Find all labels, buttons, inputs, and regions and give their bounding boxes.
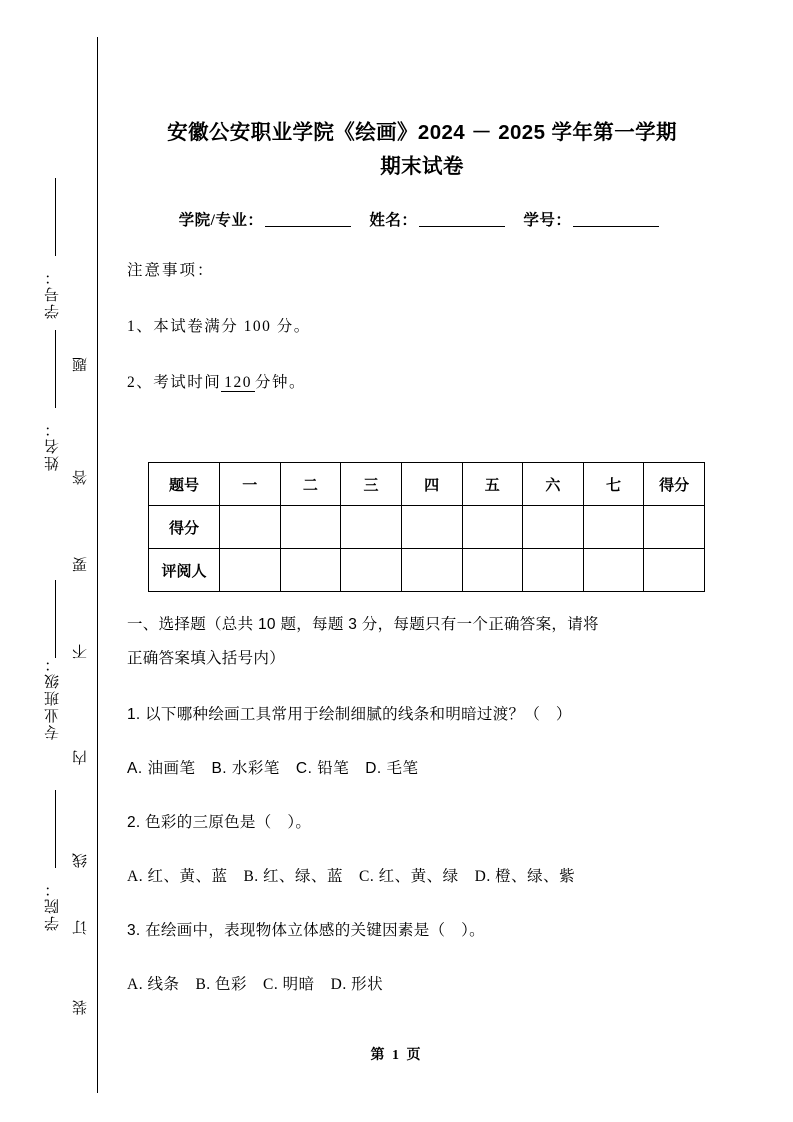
section-heading-line-1: 一、选择题（总共 10 题，每题 3 分，每题只有一个正确答案，请将 <box>127 616 599 633</box>
exam-duration-value: 120 <box>221 374 255 392</box>
reviewer-cell[interactable] <box>583 549 644 592</box>
notice-item-1: 1、本试卷满分 100 分。 <box>127 318 311 335</box>
sidebar-rule-4 <box>55 790 56 868</box>
sidebar-field-student-id: 学号： <box>45 268 61 319</box>
score-cell[interactable] <box>644 506 705 549</box>
binding-edge-rule <box>97 37 98 1093</box>
score-table-col-6: 六 <box>523 463 584 506</box>
notice-item-2 <box>127 370 717 392</box>
questions-area <box>127 608 709 1000</box>
reviewer-cell[interactable] <box>341 549 402 592</box>
table-row <box>149 549 705 592</box>
score-table-col-4: 四 <box>401 463 462 506</box>
question-3-options: A. 线条 B. 色彩 C. 明暗 D. 形状 <box>127 976 384 993</box>
identity-name-label: 姓名： <box>369 212 418 229</box>
notice-item-2-suffix: 分钟。 <box>255 374 307 391</box>
section-heading-line-2: 正确答案填入括号内） <box>127 650 286 667</box>
page-title-line-1: 安徽公安职业学院《绘画》2024 － 2025 学年第一学期 <box>167 121 677 144</box>
sidebar-rule-2 <box>55 330 56 408</box>
score-table-col-8: 得分 <box>644 463 705 506</box>
score-table-col-0: 题号 <box>149 463 220 506</box>
reviewer-cell[interactable] <box>280 549 341 592</box>
page-footer: 第 1 页 <box>370 1048 423 1063</box>
score-cell[interactable] <box>462 506 523 549</box>
notice-item-2-prefix: 2、考试时间 <box>127 374 222 391</box>
seal-char-0: 题 <box>73 357 89 372</box>
reviewer-cell[interactable] <box>401 549 462 592</box>
section-heading-1 <box>127 608 709 676</box>
sidebar-field-department: 学院： <box>45 880 61 931</box>
table-row <box>149 506 705 549</box>
identity-department-label: 学院/专业： <box>178 212 264 229</box>
seal-char-4: 内 <box>73 750 89 765</box>
identity-name-blank[interactable] <box>419 226 505 227</box>
sidebar-field-name: 姓名： <box>45 420 61 471</box>
score-cell[interactable] <box>220 506 281 549</box>
score-cell[interactable] <box>401 506 462 549</box>
identity-department <box>179 212 358 229</box>
score-table-col-1: 一 <box>220 463 281 506</box>
seal-char-7: 装 <box>73 1000 89 1015</box>
seal-char-6: 订 <box>73 920 89 935</box>
reviewer-cell[interactable] <box>462 549 523 592</box>
question-1-options: A. 油画笔 B. 水彩笔 C. 铅笔 D. 毛笔 <box>127 760 419 777</box>
question-2-options: A. 红、黄、蓝 B. 红、绿、蓝 C. 红、黄、绿 D. 橙、绿、紫 <box>127 868 576 885</box>
sidebar-rule-3 <box>55 580 56 658</box>
identity-student-id-label: 学号： <box>523 212 572 229</box>
score-row-label-0: 得分 <box>149 506 220 549</box>
paper-header <box>127 0 717 392</box>
score-cell[interactable] <box>280 506 341 549</box>
notice-heading: 注意事项： <box>127 262 215 279</box>
identity-student-id <box>523 212 665 229</box>
seal-char-2: 要 <box>73 557 89 572</box>
score-table-col-5: 五 <box>462 463 523 506</box>
reviewer-cell[interactable] <box>523 549 584 592</box>
question-3-stem: 3. 在绘画中，表现物体立体感的关键因素是（ ）。 <box>127 922 485 939</box>
score-table <box>148 462 705 592</box>
page-title <box>127 0 717 184</box>
identity-name <box>369 212 511 229</box>
seal-char-5: 线 <box>73 853 89 868</box>
identity-department-blank[interactable] <box>265 226 351 227</box>
identity-line <box>127 208 717 230</box>
seal-char-1: 答 <box>73 470 89 485</box>
score-table-col-7: 七 <box>583 463 644 506</box>
question-1-stem: 1. 以下哪种绘画工具常用于绘制细腻的线条和明暗过渡？（ ） <box>127 706 572 723</box>
score-cell[interactable] <box>583 506 644 549</box>
seal-char-3: 不 <box>73 644 89 659</box>
score-table-col-3: 三 <box>341 463 402 506</box>
reviewer-cell[interactable] <box>220 549 281 592</box>
score-cell[interactable] <box>341 506 402 549</box>
score-cell[interactable] <box>523 506 584 549</box>
score-table-col-2: 二 <box>280 463 341 506</box>
sidebar-rule-1 <box>55 178 56 256</box>
sidebar-field-class: 专业班级： <box>45 655 61 740</box>
identity-student-id-blank[interactable] <box>573 226 659 227</box>
page-title-line-2: 期末试卷 <box>380 155 464 178</box>
score-row-label-1: 评阅人 <box>149 549 220 592</box>
table-row-header <box>149 463 705 506</box>
question-2-stem: 2. 色彩的三原色是（ ）。 <box>127 814 312 831</box>
reviewer-cell[interactable] <box>644 549 705 592</box>
